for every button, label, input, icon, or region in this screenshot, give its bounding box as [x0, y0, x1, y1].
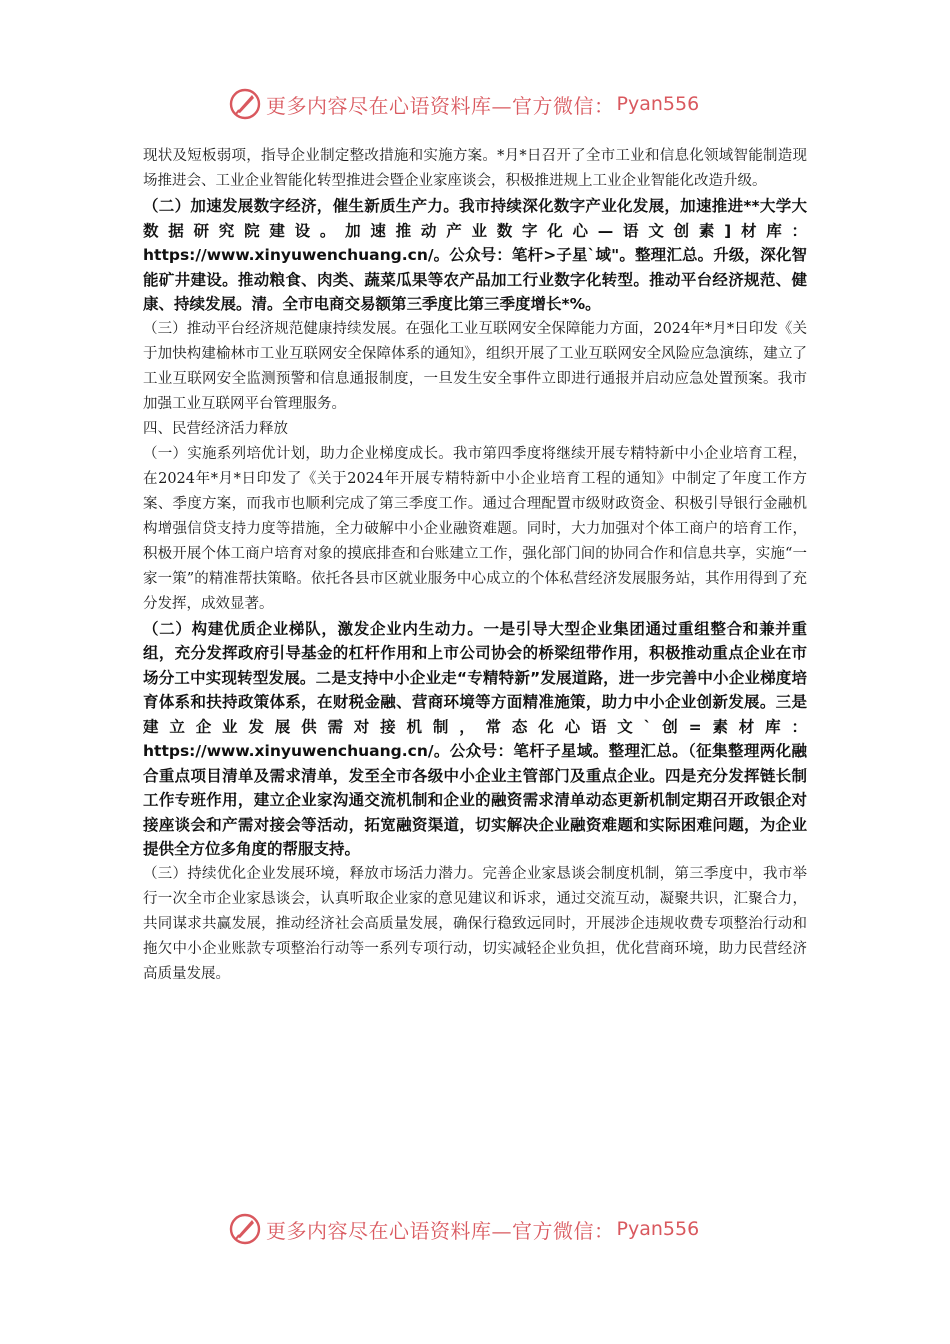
paragraph-intro-continuation: 现状及短板弱项，指导企业制定整改措施和实施方案。*月*日召开了全市工业和信息化领域智能制造现场推进会、工业企业智能化转型推进会暨企业家座谈会，积极推进规上工业企业智能化改造升级。: [143, 148, 807, 189]
paragraph-enterprise-tiers: （二）构建优质企业梯队，激发企业内生动力。一是引导大型企业集团通过重组整合和兼并重组，充分发挥政府引导基金的杠杆作用和上市公司协会的桥梁纽带作用，积极推动重点企业在市场分工中实现转型发展。二是支持中小企业走“专精特新”发展道路，进一步完善中小企业梯度培育体系和扶持政策体系，在财税金融、营商环境等方面精准施策，助力中小企业创新发展。三是建立企业发展供需对接机制，常态化心语文`创=素材库：https://www.xinyuwenchuang.cn/。公众号：笔杆子星域。整理汇总。（征集整理两化融合重点项目清单及需求清单，发至全市各级中小企业主管部门及重点企业。四是充分发挥链长制工作专班作用，建立企业家沟通交流机制和企业的融资需求清单动态更新机制定期召开政银企对接座谈会和产需对接会等活动，拓宽融资渠道，切实解决企业融资难题和实际困难问题，为企业提供全方位多角度的帮服支持。: [143, 619, 807, 858]
paragraph-platform-economy: （三）推动平台经济规范健康持续发展。在强化工业互联网安全保障能力方面，2024年*月*日印发《关于加快构建榆林市工业互联网安全保障体系的通知》，组织开展了工业互联网安全风险应急演练，建立了工业互联网安全监测预警和信息通报制度，一旦发生安全事件立即进行通报并启动应急处置预案。我市加强工业互联网平台管理服务。: [143, 320, 807, 412]
header-watermark-banner: [228, 86, 728, 122]
paragraph-business-environment: （三）持续优化企业发展环境，释放市场活力潜力。完善企业家恳谈会制度机制，第三季度中，我市举行一次全市企业家恳谈会，认真听取企业家的意见建议和诉求，通过交流互动，凝聚共识，汇聚合力，共同谋求共赢发展，推动经济社会高质量发展，确保行稳致远同时，开展涉企违规收费专项整治行动和拖欠中小企业账款专项整治行动等一系列专项行动，切实减轻企业负担，优化营商环境，助力民营经济高质量发展。: [143, 865, 807, 982]
document-body: [143, 144, 807, 987]
banner-brand-text: 更多内容尽在心语资料库—官方微信：: [266, 93, 615, 118]
paragraph-cultivation-plan: （一）实施系列培优计划，助力企业梯度成长。我市第四季度将继续开展专精特新中小企业培育工程，在2024年*月*日印发了《关于2024年开展专精特新中小企业培育工程的通知》中制定了年度工作方案、季度方案，而我市也顺利完成了第三季度工作。通过合理配置市级财政资金、积极引导银行金融机构增强信贷支持力度等措施，全力破解中小企业融资难题。同时，大力加强对个体工商户的培育工作，积极开展个体工商户培育对象的摸底排查和台账建立工作，强化部门间的协同合作和信息共享，实施“一家一策”的精准帮扶策略。依托各县市区就业服务中心成立的个体私营经济发展服务站，其作用得到了充分发挥，成效显著。: [143, 445, 807, 612]
section-heading-private-economy: 四、民营经济活力释放: [143, 420, 288, 437]
banner-brand-text: 更多内容尽在心语资料库—官方微信：: [266, 1218, 615, 1243]
banner-wechat-id: Pyan556: [616, 93, 700, 115]
quill-logo-icon: [228, 87, 262, 121]
quill-logo-icon: [228, 1212, 262, 1246]
paragraph-digital-economy: （二）加速发展数字经济，催生新质生产力。我市持续深化数字产业化发展，加速推进**大学大数据研究院建设。加速推动产业数字化心—语文创素]材库：https://www.xinyuwenchuang.cn/。公众号：笔杆>子星`域"。整理汇总。升级，深化智能矿井建设。推动粮食、肉类、蔬菜瓜果等农产品加工行业数字化转型。推动平台经济规范、健康、持续发展。清。全市电商交易额第三季度比第三季度增长*%。: [143, 197, 807, 313]
footer-watermark-banner: [228, 1211, 728, 1247]
banner-wechat-id: Pyan556: [616, 1218, 700, 1240]
